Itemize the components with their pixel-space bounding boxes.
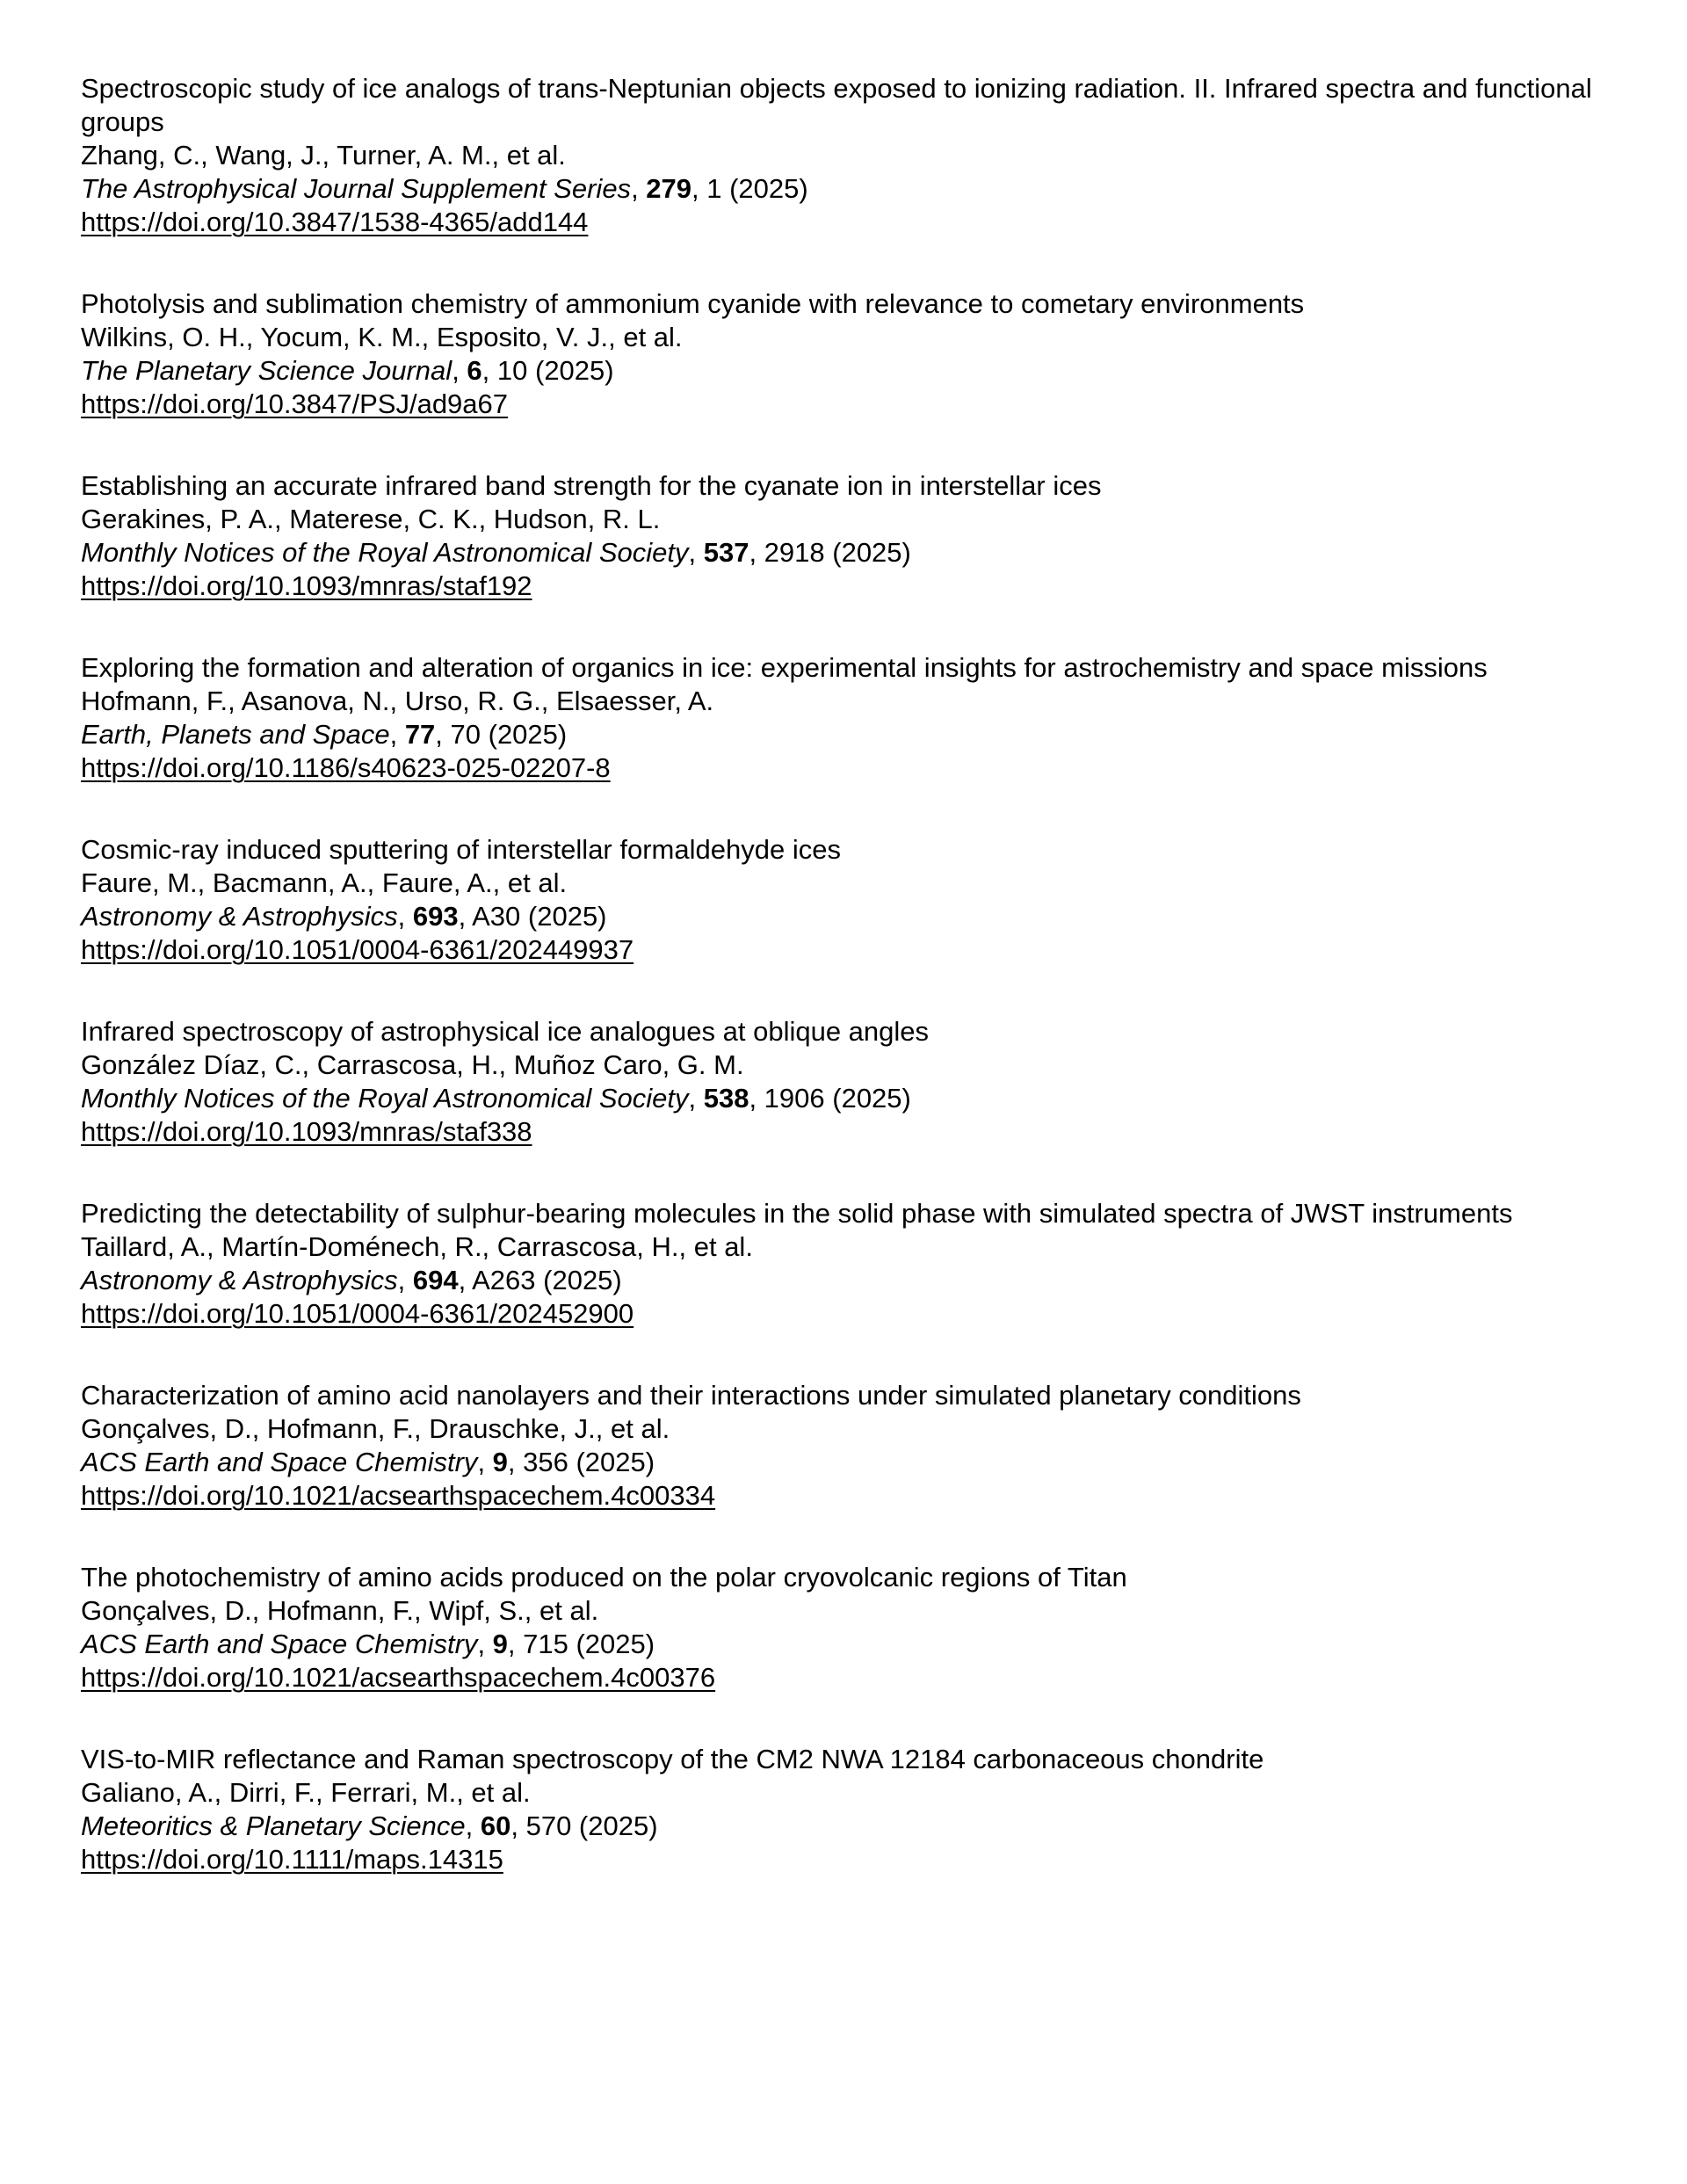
reference-doi-line (81, 1843, 1640, 1876)
reference-doi-line (81, 570, 1640, 603)
reference-entry (81, 833, 1640, 967)
journal-line-part: 694 (412, 1265, 459, 1295)
reference-doi-line (81, 933, 1640, 967)
journal-line-part: , 356 (2025) (507, 1447, 655, 1477)
reference-title: Characterization of amino acid nanolayers and their interactions under simulated planetary conditions (81, 1380, 1301, 1411)
reference-doi-link[interactable]: https://doi.org/10.3847/1538-4365/add144 (81, 207, 589, 237)
reference-authors: Galiano, A., Dirri, F., Ferrari, M., et al. (81, 1777, 531, 1808)
reference-title: Exploring the formation and alteration of organics in ice: experimental insights for astrochemistry and space missions (81, 652, 1488, 683)
journal-line-part: Astronomy & Astrophysics (81, 1265, 398, 1295)
reference-authors: Wilkins, O. H., Yocum, K. M., Esposito, V. J., et al. (81, 322, 683, 352)
journal-line-part: , (465, 1810, 481, 1841)
journal-line-part: The Planetary Science Journal (81, 355, 453, 386)
reference-list (81, 72, 1640, 1876)
reference-doi-line (81, 1297, 1640, 1331)
reference-authors: Gonçalves, D., Hofmann, F., Wipf, S., et al. (81, 1595, 599, 1626)
journal-line-part: 77 (404, 719, 436, 750)
journal-line-part: , 70 (2025) (435, 719, 568, 750)
reference-authors: Gonçalves, D., Hofmann, F., Drauschke, J., et al. (81, 1413, 670, 1444)
reference-doi-line (81, 206, 1640, 239)
reference-journal-line (81, 900, 1640, 933)
reference-title: Spectroscopic study of ice analogs of trans-Neptunian objects exposed to ionizing radiation. II. Infrared spectra and functional groups (81, 73, 1592, 137)
reference-authors: Taillard, A., Martín-Doménech, R., Carrascosa, H., et al. (81, 1231, 753, 1262)
journal-line-part: 693 (412, 901, 459, 932)
reference-authors: Gerakines, P. A., Materese, C. K., Hudson, R. L. (81, 504, 661, 534)
reference-journal-line (81, 1810, 1640, 1843)
journal-line-part: 6 (467, 355, 482, 386)
reference-title: The photochemistry of amino acids produced on the polar cryovolcanic regions of Titan (81, 1562, 1127, 1593)
reference-doi-line (81, 388, 1640, 421)
reference-doi-link[interactable]: https://doi.org/10.1186/s40623-025-02207-8 (81, 752, 611, 783)
journal-line-part: , (397, 1265, 413, 1295)
journal-line-part: , A30 (2025) (458, 901, 607, 932)
reference-doi-line (81, 1115, 1640, 1149)
reference-entry (81, 1379, 1640, 1513)
journal-line-part: , 1906 (2025) (749, 1083, 911, 1114)
journal-line-part: 9 (492, 1629, 508, 1659)
reference-title: Predicting the detectability of sulphur-bearing molecules in the solid phase with simulated spectra of JWST instruments (81, 1198, 1513, 1229)
reference-title: Cosmic-ray induced sputtering of interstellar formaldehyde ices (81, 834, 841, 865)
reference-doi-link[interactable]: https://doi.org/10.1051/0004-6361/202452900 (81, 1298, 634, 1329)
journal-line-part: Astronomy & Astrophysics (81, 901, 398, 932)
reference-title: Photolysis and sublimation chemistry of ammonium cyanide with relevance to cometary environments (81, 288, 1305, 319)
journal-line-part: , 10 (2025) (481, 355, 614, 386)
reference-doi-link[interactable]: https://doi.org/10.1021/acsearthspacechem.4c00334 (81, 1480, 716, 1511)
reference-doi-link[interactable]: https://doi.org/10.1111/maps.14315 (81, 1844, 503, 1875)
journal-line-part: , 1 (2025) (691, 173, 808, 204)
reference-doi-line (81, 751, 1640, 785)
reference-title: Establishing an accurate infrared band strength for the cyanate ion in interstellar ices (81, 470, 1102, 501)
journal-line-part: , (688, 537, 704, 568)
journal-line-part: 279 (646, 173, 692, 204)
reference-entry (81, 1197, 1640, 1331)
journal-line-part: , 715 (2025) (507, 1629, 655, 1659)
journal-line-part: , 570 (2025) (510, 1810, 658, 1841)
reference-entry (81, 287, 1640, 421)
journal-line-part: 9 (492, 1447, 508, 1477)
journal-line-part: 538 (703, 1083, 749, 1114)
journal-line-part: ACS Earth and Space Chemistry (81, 1447, 478, 1477)
journal-line-part: , (631, 173, 647, 204)
reference-doi-line (81, 1661, 1640, 1694)
journal-line-part: 537 (703, 537, 749, 568)
journal-line-part: ACS Earth and Space Chemistry (81, 1629, 478, 1659)
reference-authors: Hofmann, F., Asanova, N., Urso, R. G., Elsaesser, A. (81, 686, 714, 716)
journal-line-part: Meteoritics & Planetary Science (81, 1810, 466, 1841)
journal-line-part: Earth, Planets and Space (81, 719, 390, 750)
reference-entry (81, 1561, 1640, 1694)
reference-entry (81, 1015, 1640, 1149)
reference-entry (81, 469, 1640, 603)
journal-line-part: , (452, 355, 467, 386)
reference-journal-line (81, 354, 1640, 388)
journal-line-part: 60 (480, 1810, 511, 1841)
reference-title: Infrared spectroscopy of astrophysical ice analogues at oblique angles (81, 1016, 930, 1047)
reference-title: VIS-to-MIR reflectance and Raman spectroscopy of the CM2 NWA 12184 carbonaceous chondrite (81, 1744, 1264, 1774)
reference-doi-link[interactable]: https://doi.org/10.1093/mnras/staf192 (81, 570, 532, 601)
reference-doi-line (81, 1479, 1640, 1513)
journal-line-part: Monthly Notices of the Royal Astronomical Society (81, 1083, 689, 1114)
reference-doi-link[interactable]: https://doi.org/10.3847/PSJ/ad9a67 (81, 388, 509, 419)
reference-authors: Faure, M., Bacmann, A., Faure, A., et al. (81, 867, 568, 898)
reference-journal-line (81, 536, 1640, 570)
reference-journal-line (81, 1082, 1640, 1115)
reference-entry (81, 1743, 1640, 1876)
reference-journal-line (81, 1628, 1640, 1661)
reference-authors: Zhang, C., Wang, J., Turner, A. M., et al. (81, 140, 566, 171)
journal-line-part: , (688, 1083, 704, 1114)
reference-journal-line (81, 172, 1640, 206)
journal-line-part: , 2918 (2025) (749, 537, 911, 568)
reference-journal-line (81, 718, 1640, 751)
reference-entry (81, 72, 1640, 239)
journal-line-part: , (477, 1447, 493, 1477)
reference-doi-link[interactable]: https://doi.org/10.1051/0004-6361/202449937 (81, 934, 634, 965)
reference-entry (81, 651, 1640, 785)
reference-doi-link[interactable]: https://doi.org/10.1021/acsearthspacechem.4c00376 (81, 1662, 716, 1693)
reference-authors: González Díaz, C., Carrascosa, H., Muñoz Caro, G. M. (81, 1049, 744, 1080)
reference-journal-line (81, 1264, 1640, 1297)
reference-doi-link[interactable]: https://doi.org/10.1093/mnras/staf338 (81, 1116, 532, 1147)
journal-line-part: , (397, 901, 413, 932)
reference-journal-line (81, 1446, 1640, 1479)
journal-line-part: Monthly Notices of the Royal Astronomical Society (81, 537, 689, 568)
journal-line-part: , (477, 1629, 493, 1659)
journal-line-part: , A263 (2025) (458, 1265, 622, 1295)
journal-line-part: , (389, 719, 405, 750)
journal-line-part: The Astrophysical Journal Supplement Series (81, 173, 632, 204)
